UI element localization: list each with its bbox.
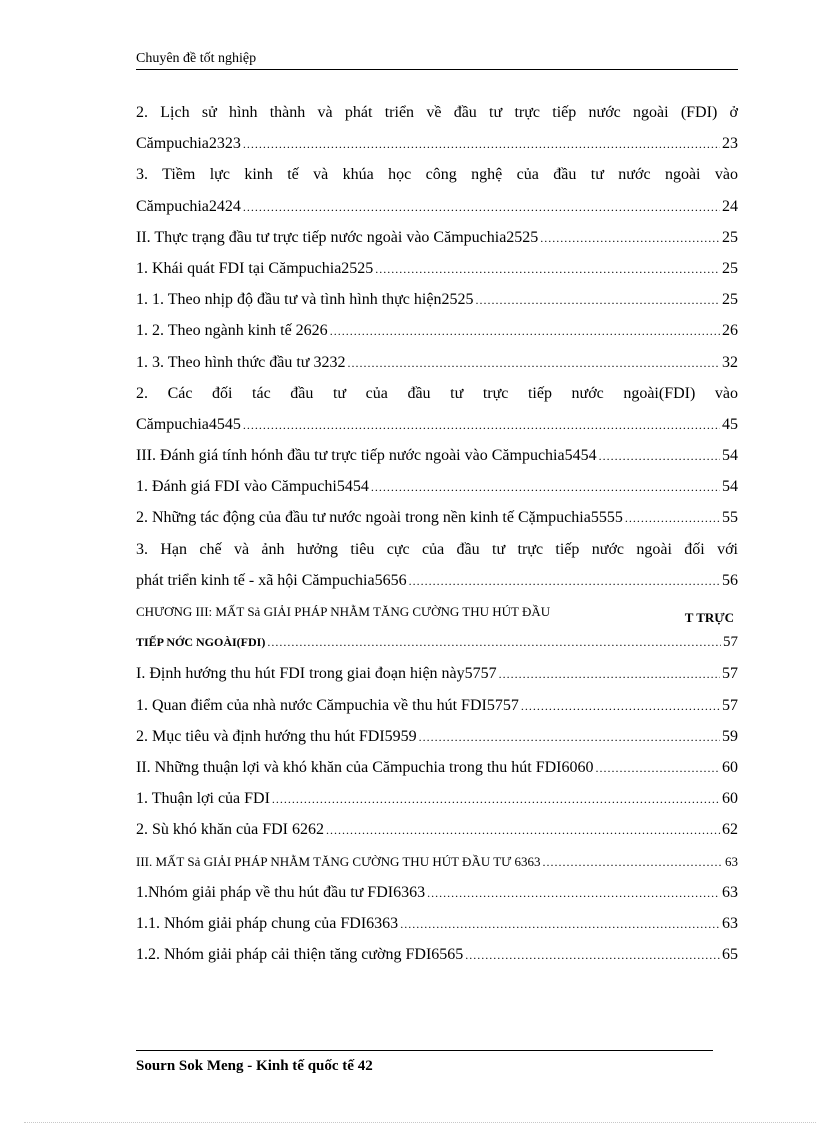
toc-page-number: 32 [722,353,738,371]
toc-entry-text: 2. Mục tiêu và định hướng thu hút FDI5959 [136,727,417,745]
toc-page-number: 59 [722,727,738,745]
dot-leader [543,847,723,878]
toc-page-number: 23 [722,135,738,153]
toc-entry[interactable] [136,253,738,284]
dot-leader [326,815,720,846]
toc-entry[interactable] [136,783,738,814]
toc-entry[interactable] [136,471,738,502]
running-footer: Sourn Sok Meng - Kinh tế quốc tế 42 [136,1058,373,1074]
toc-entry-text: 1. Quan điểm của nhà nước Cămpuchia về thu hút FDI5757 [136,696,519,714]
chapter-heading-line [136,596,738,627]
toc-page-number: 54 [722,478,738,496]
dot-leader [465,940,720,971]
toc-entry-text: III. MẤT Sả GIẢI PHÁP NHẰM TĂNG CƯỜNG THU HÚT ĐẦU TƯ 6363 [136,853,541,869]
toc-entry[interactable] [136,284,738,315]
dot-leader [347,348,720,379]
toc-page-number: 54 [722,447,738,465]
toc-page-number: 62 [722,821,738,839]
dot-leader [521,691,720,722]
toc-page-number: 56 [722,571,738,589]
dot-leader [243,192,720,223]
toc-entry-text: II. Thực trạng đầu tư trực tiếp nước ngoài vào Cămpuchia2525 [136,228,539,246]
chapter-heading-overflow: T TRỰC [684,610,734,625]
toc-entry[interactable] [136,939,738,970]
toc-entry[interactable] [136,877,738,908]
toc-entry-text: 1. Khái quát FDI tại Cămpuchia2525 [136,259,374,277]
toc-entry[interactable] [136,440,738,471]
toc-page-number: 65 [722,946,738,964]
toc-page-number: 45 [722,415,738,433]
dot-leader [599,441,720,472]
toc-page-number: 55 [722,509,738,527]
toc-entry-text: 1. 1. Theo nhịp độ đầu tư và tình hình thực hiện2525 [136,291,474,309]
dot-leader [499,659,720,690]
dot-leader [375,254,720,285]
dot-leader [427,878,720,909]
dot-leader [371,472,720,503]
dot-leader [540,223,720,254]
dot-leader [419,722,720,753]
toc-entry-text: 1.2. Nhóm giải pháp cải thiện tăng cường FDI6565 [136,946,464,964]
toc-entry-text: phát triển kinh tế - xã hội Cămpuchia5656 [136,571,407,589]
dot-leader [400,909,720,940]
running-header: Chuyên đề tốt nghiệp [136,51,257,66]
toc-entry-section[interactable] [136,846,738,877]
toc-entry-text: 1. Đánh giá FDI vào Cămpuchi5454 [136,478,369,496]
toc-page-number: 26 [722,322,738,340]
toc-entry-text: 1. 2. Theo ngành kinh tế 2626 [136,322,328,340]
dot-leader [596,753,721,784]
toc-entry[interactable] [136,347,738,378]
toc-page-number: 63 [722,914,738,932]
toc-entry-wrap-line: 3. Hạn chế và ảnh hưởng tiêu cực của đầu tư trực tiếp nước ngoài đối với [136,540,738,558]
toc-page-number: 25 [722,291,738,309]
toc-entry-text: 1. 3. Theo hình thức đầu tư 3232 [136,353,346,371]
toc-entry[interactable] [136,658,738,689]
toc-entry[interactable] [136,690,738,721]
toc-entry[interactable] [136,409,738,440]
dot-leader [267,627,721,658]
toc-entry[interactable] [136,191,738,222]
toc-entry-text: 1.1. Nhóm giải pháp chung của FDI6363 [136,914,399,932]
toc-entry-text: 2. Sù khó khăn của FDI 6262 [136,821,324,839]
toc-entry[interactable] [136,502,738,533]
toc-page-number: 24 [722,197,738,215]
toc-page-number: 57 [722,696,738,714]
toc-entry-wrap-line: 2. Các đối tác đầu tư của đầu tư trực tiếp nước ngoài(FDI) vào [136,384,738,402]
dot-leader [625,503,720,534]
dot-leader [409,566,720,597]
dot-leader [243,129,720,160]
toc-entry-text: III. Đánh giá tính hónh đầu tư trực tiếp nước ngoài vào Cămpuchia5454 [136,447,597,465]
dot-leader [272,784,720,815]
toc-page-number: 60 [722,790,738,808]
toc-entry[interactable] [136,315,738,346]
header-rule [136,69,738,70]
toc-entry-text: TIẾP NỚC NGOÀI(FDI) [136,635,266,650]
toc-page-number: 57 [723,634,738,651]
toc-page-number: 63 [725,853,738,869]
toc-entry-text: 1.Nhóm giải pháp về thu hút đầu tư FDI6363 [136,883,426,901]
toc-entry[interactable] [136,908,738,939]
toc-entry[interactable] [136,222,738,253]
toc-entry-text: Cămpuchia2424 [136,197,241,215]
toc-entry-wrap-line: 2. Lịch sử hình thành và phát triển về đầu tư trực tiếp nước ngoài (FDI) ở [136,104,738,121]
toc-page-number: 57 [722,665,738,683]
chapter-heading-text: CHƯƠNG III: MẤT Sả GIẢI PHÁP NHẰM TĂNG CƯỜNG THU HÚT ĐẦU [136,604,551,619]
dot-leader [475,285,720,316]
toc-entry-wrap-line: 3. Tiềm lực kinh tế và khúa học công nghệ của đầu tư nước ngoài vào [136,166,738,184]
table-of-contents [136,97,738,970]
toc-entry[interactable] [136,128,738,159]
toc-page-number: 25 [722,228,738,246]
toc-entry-text: II. Những thuận lợi và khó khăn của Cămpuchia trong thu hút FDI6060 [136,758,594,776]
toc-entry-text: Cămpuchia4545 [136,415,241,433]
toc-entry-text: 1. Thuận lợi của FDI [136,790,270,808]
toc-entry[interactable] [136,721,738,752]
toc-entry-text: 2. Những tác động của đầu tư nước ngoài trong nền kinh tế Cặmpuchia5555 [136,509,623,527]
footer-rule [136,1050,713,1051]
toc-entry[interactable] [136,752,738,783]
toc-entry[interactable] [136,814,738,845]
toc-entry-text: Cămpuchia2323 [136,135,241,153]
toc-page-number: 60 [722,758,738,776]
toc-page-number: 25 [722,259,738,277]
toc-entry-text: I. Định hướng thu hút FDI trong giai đoạn hiện này5757 [136,665,497,683]
toc-page-number: 63 [722,883,738,901]
toc-entry[interactable] [136,565,738,596]
dot-leader [243,410,720,441]
toc-entry-chapter[interactable] [136,627,738,658]
dot-leader [330,316,720,347]
